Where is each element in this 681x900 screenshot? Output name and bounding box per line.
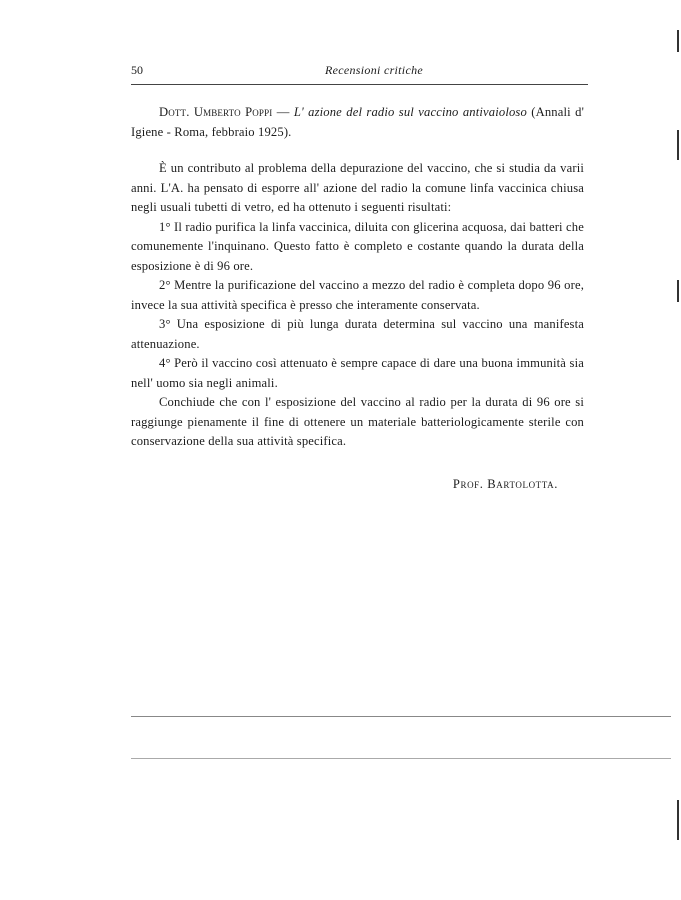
scan-edge-mark bbox=[677, 130, 679, 160]
author-name: Umberto Poppi bbox=[193, 105, 273, 119]
paragraph-intro: È un contributo al problema della depurazione del vaccino, che si studia da varii anni. L'A. ha pensato di esporre all' azione del radio la comune linfa vaccinica chiusa negli usuali tubetti di vetro, ed ha ottenuto i seguenti risultati: bbox=[131, 161, 584, 214]
bottom-rule bbox=[131, 716, 671, 717]
paragraph-conclusion: Conchiude che con l' esposizione del vaccino al radio per la durata di 96 ore si raggiunge pienamente il fine di ottenere un materiale batteriologicamente sterile con conservazione della sua attività specifica. bbox=[131, 395, 584, 448]
citation-dash: — bbox=[272, 105, 294, 119]
scan-edge-mark bbox=[677, 30, 679, 52]
paragraph-result-4: 4° Però il vaccino così attenuato è sempre capace di dare una buona immunità sia nell' uomo sia negli animali. bbox=[131, 356, 584, 390]
article-title: L' azione del radio sul vaccino antivaioloso bbox=[293, 105, 527, 119]
author-title: Dott. bbox=[159, 105, 190, 119]
page-number: 50 bbox=[131, 63, 143, 77]
reviewer-signature: Prof. Bartolotta. bbox=[452, 476, 558, 491]
paragraph-result-2: 2° Mentre la purificazione del vaccino a mezzo del radio è completa dopo 96 ore, invece la sua attività specifica è presso che interamente conservata. bbox=[131, 278, 584, 312]
paragraph-result-3: 3° Una esposizione di più lunga durata determina sul vaccino una manifesta attenuazione. bbox=[131, 317, 584, 351]
scan-edge-mark bbox=[677, 800, 679, 840]
citation-source: (Annali d' Igiene - Roma, febbraio 1925). bbox=[131, 105, 584, 139]
review-body bbox=[131, 103, 584, 494]
header-rule bbox=[131, 84, 588, 85]
review-citation bbox=[131, 103, 584, 142]
running-title: Recensioni critiche bbox=[325, 63, 423, 77]
scan-edge-mark bbox=[677, 280, 679, 302]
paragraph-result-1: 1° Il radio purifica la linfa vaccinica, diluita con glicerina acquosa, dai batteri che comunemente l'inquinano. Questo fatto è completo e costante quando la durata della esposizione è di 96 ore. bbox=[131, 219, 584, 273]
bottom-rule-secondary bbox=[131, 758, 671, 759]
